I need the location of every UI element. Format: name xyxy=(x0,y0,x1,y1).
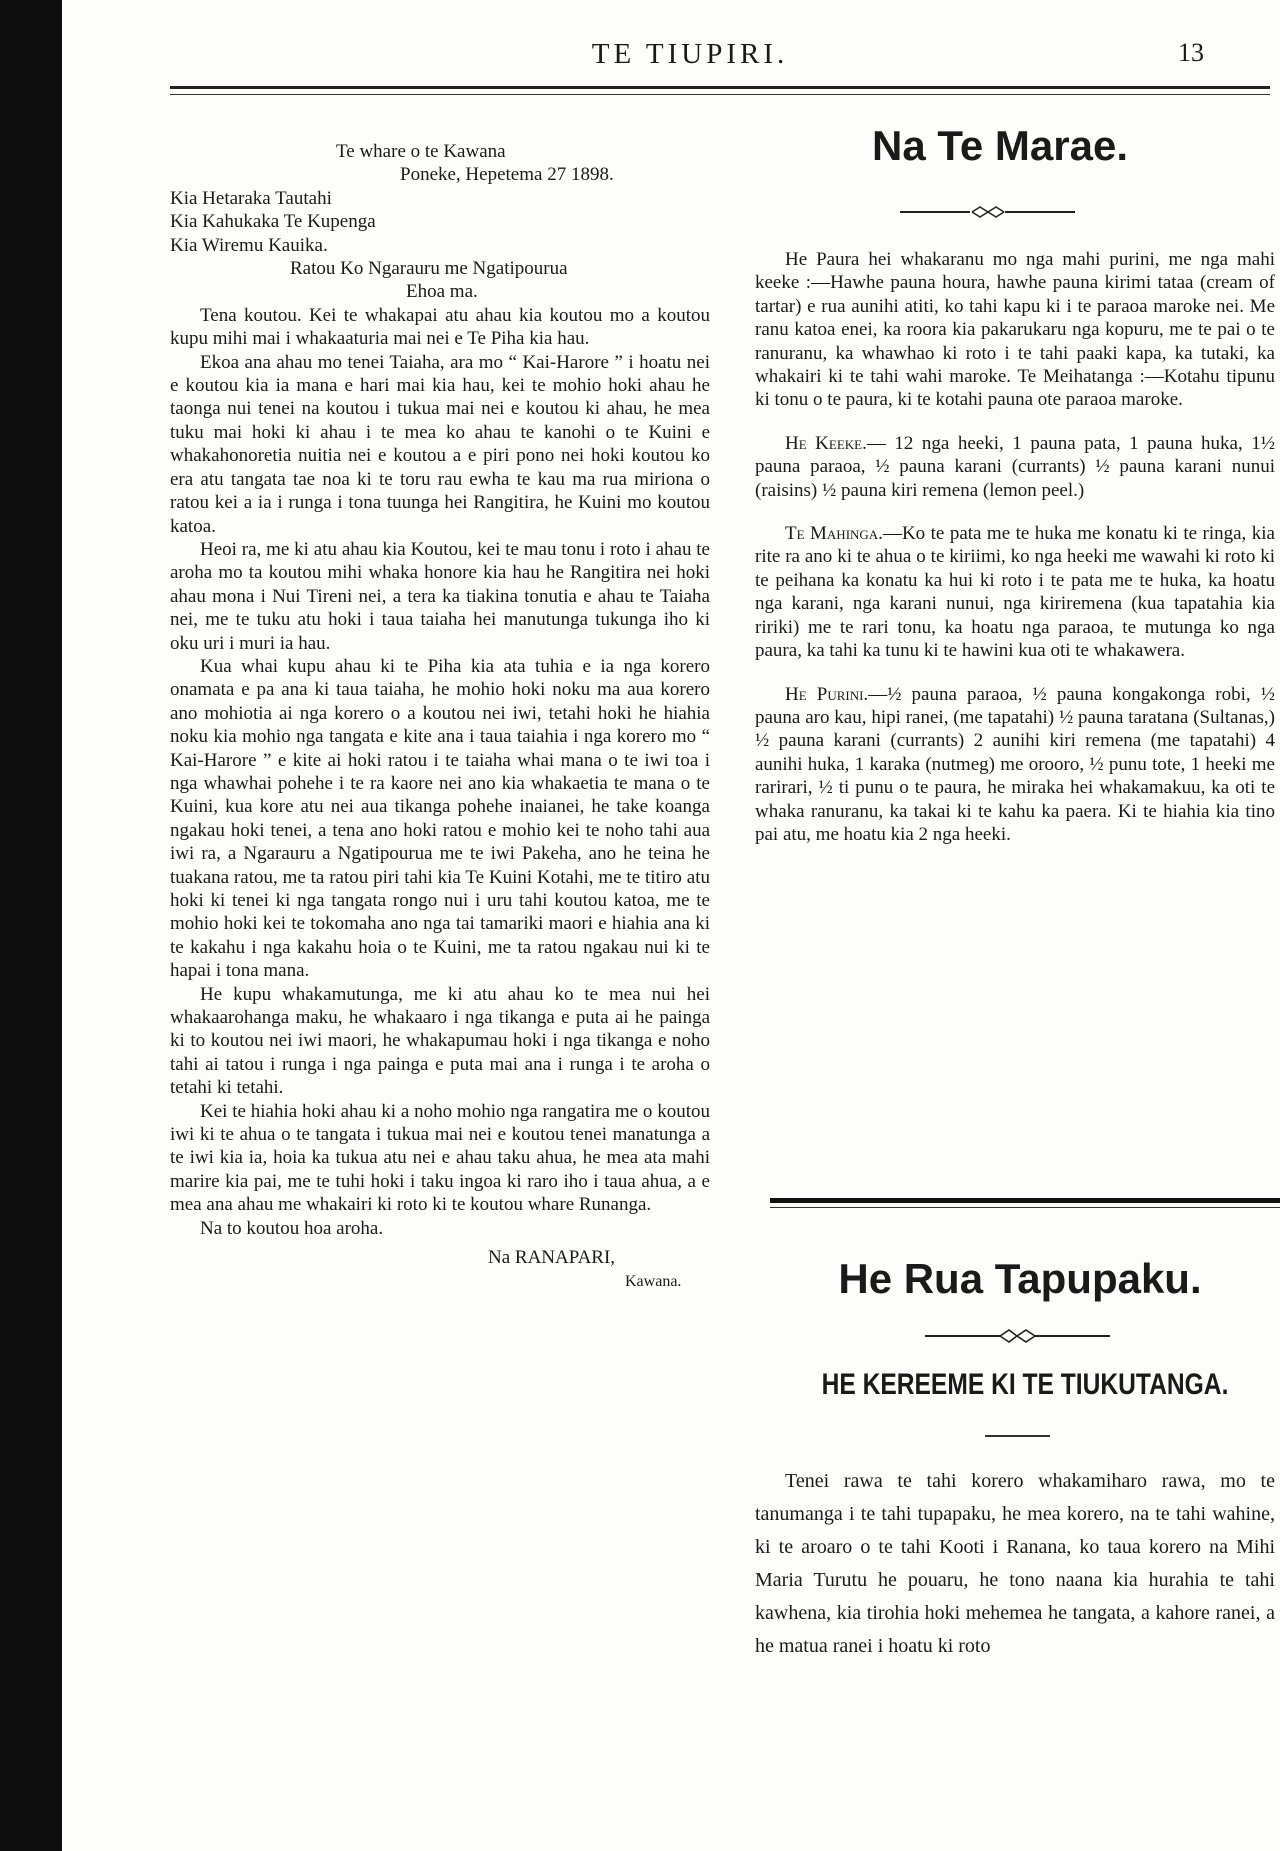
letter-recipient: Kia Kahukaka Te Kupenga xyxy=(170,211,376,233)
letter-paragraph: Kua whai kupu ahau ki te Piha kia ata tuhia e ia nga korero onamata e pa ana ki taua taiaha, he mohio hoki noku ma aua korero ano mohiotia ai nga korero o a koutou nei iwi, tetahi hoki he hiahia noku kia mohio nga tangata e kite ana i taua taiahia i nga korero mo “ Kai-Harore ” e kite ai hoki ratou i te taiaha whai mana o te iwi toa i nga whawhai pohehe i te ra kaore nei ano kia whakaetia te mana o te Kuini, kua kore atu nei aua tikanga pohehe inaianei, he take koanga ngakau hoki tenei, a tena ano hoki ratou e mohio kei te noho tahi aua iwi ra, a Ngarauru a Ngatipourua me te iwi Pakeha, ano he teina he tuakana ratou, me ta ratou piri tahi kia Te Kuini Kotahi, me te titiro atu hoki ki tenei ki nga tangata rongo nui i uru tahi koutou katoa, me te mohio hoki kei te tokomaha ano nga tai tamariki maori e hiahia ana ki te kakahu i nga kakahu hoia o te Kuini, me ta ratou ngakau nui ki te hapai i tona mana. xyxy=(170,655,710,982)
rua-section-title: He Rua Tapupaku. xyxy=(838,1255,1202,1302)
newspaper-title: TE TIUPIRI. xyxy=(591,38,789,70)
recipe-keeke xyxy=(755,432,1275,502)
letter-paragraph: Tena koutou. Kei te whakapai atu ahau kia koutou mo a koutou kupu mihi mai i whakaaturia mai nei e Te Piha kia hau. xyxy=(170,304,710,350)
recipe-heading: Te Mahinga. xyxy=(785,523,883,545)
letter-recipient: Kia Wiremu Kauika. xyxy=(170,234,328,256)
governor-letter xyxy=(170,140,710,1293)
letter-closing: Na to koutou hoa aroha. xyxy=(200,1217,384,1239)
header-rule xyxy=(170,86,1270,89)
page-number: 13 xyxy=(1178,38,1204,67)
rua-section-body xyxy=(755,1465,1275,1663)
letter-address-line2: Poneke, Hepetema 27 1898. xyxy=(400,164,614,186)
letter-signature-title: Kawana. xyxy=(625,1272,682,1290)
rua-subtitle: HE KEREEME KI TE TIUKUTANGA. xyxy=(821,1368,1229,1401)
recipe-heading: He Purini. xyxy=(785,683,869,705)
rua-text: Tenei rawa te tahi korero whakamiharo rawa, mo te tanumanga i te tahi tupapaku, he mea korero, na te tahi wahine, ki te aroaro o te tahi Kooti i Ranana, ko taua korero na Mihi Maria Turutu he pouaru, he tono naana kia hurahia te tahi kawhena, kia tirohia hoki mehemea he tangata, a kahore ranei, a he matua ranei i hoatu ki roto xyxy=(755,1470,1275,1657)
section-rule-thin xyxy=(770,1207,1280,1208)
letter-paragraph: Ekoa ana ahau mo tenei Taiaha, ara mo “ Kai-Harore ” i hoatu nei e koutou kia ia mana e hari mai kia hau, kei te mohio hoki ahau he taonga nui tenei na koutou i tukua mai nei e koutou ki ahau, he mea tuku mai hoki ki ahau i te mea ko ahau te kanohi o te Kuini e whakahonoretia nuitia nei e koutou a e piri pono nei hoki koutou ko era atu tangata tae noa ki te toru rau ewha te kau ma rua miriona o ratou kei a ia i runga i tona tuunga hei Rangitira, he Kuini mo koutou katoa. xyxy=(170,351,710,537)
marae-section-body xyxy=(755,248,1275,846)
short-rule xyxy=(985,1435,1050,1437)
letter-greeting: Ehoa ma. xyxy=(406,281,478,303)
marae-section-title: Na Te Marae. xyxy=(872,122,1128,169)
recipe-mahinga xyxy=(755,522,1275,662)
ornament-divider-icon xyxy=(925,1328,1110,1344)
page-binding-edge xyxy=(0,0,62,1851)
letter-paragraph: Kei te hiahia hoki ahau ki a noho mohio nga rangatira me o koutou iwi ki te ahua o te tangata i tukua mai nei e koutou tenei manatunga a te iwi kia ia, hoia ka tukua atu nei e ahau taku ahua, he mea ata mahi marire kia pai, me te tuhi hoki i taku ingoa ki raro iho i taua ahua, a e mea ana ahau me whakairi ki roto ki te koutou whare Runanga. xyxy=(170,1100,710,1216)
recipe-text: —Ko te pata me te huka me konatu ki te ringa, kia rite ra ano ki te ahua o te kiriimi, ko nga heeki me wawahi ki roto ki te peihana ka konatu ka hui ki roto i te pata me te huka, ka hoatu nga karani, nga karani nunui, nga kiriremena (kua tapatahia kia ririki) me te rari tonu, ka hoatu nga paraoa, te mutunga ko nga paura, ka tahi ka tunu ki te hawini kua oti te whakawera. xyxy=(755,523,1275,662)
header-rule-thin xyxy=(170,94,1270,95)
recipe-text: —½ pauna paraoa, ½ pauna kongakonga robi, ½ pauna aro kau, hipi ranei, (me tapatahi) ½ pauna taratana (Sultanas,) ½ pauna karani (currants) 2 aunihi kiri remena (me tapatahi) 4 aunihi huka, 1 karaka (nutmeg) me orooro, ½ punu tote, 1 heeki me rarirari, ½ ti punu o te paura, he miraka hei whakamakuu, ka oti te whaka ranuranu, ka takai ki te kahu ka paera. Ki te hiahia kia tino pai atu, me hoatu kia 2 nga heeki. xyxy=(755,683,1275,845)
letter-salute-line: Ratou Ko Ngarauru me Ngatipourua xyxy=(290,258,568,280)
recipe-purini xyxy=(755,683,1275,847)
letter-address-line1: Te whare o te Kawana xyxy=(336,141,506,162)
section-rule xyxy=(770,1198,1280,1203)
marae-intro: He Paura hei whakaranu mo nga mahi purini, me nga mahi keeke :—Hawhe pauna houra, hawhe pauna kirimi tataa (cream of tartar) e rua aunihi atiti, ko tahi kapu ki i te paraoa maroke nei. Me ranu katoa enei, ka roora kia pakarukaru nga kopuru, me te pai o te ranuranu, ka whawhao ki roto i te tahi paaki kapa, ka tutaki, ka whakairi ki te tahi wahi maroke. Te Meihatanga :—Kotahu tipunu ki tonu o te paura, ki te kotahi pauna ote paraoa maroke. xyxy=(755,249,1275,411)
letter-recipient: Kia Hetaraka Tautahi xyxy=(170,187,332,209)
recipe-heading: He Keeke. xyxy=(785,432,867,454)
ornament-divider-icon xyxy=(900,205,1075,219)
letter-paragraph: He kupu whakamutunga, me ki atu ahau ko te mea nui hei whakaarohanga maku, he whakaaro i nga tikanga e puta ai he painga ki to koutou nei iwi maori, he whakapumau hoki i nga tikanga e noho tahi ai tatou i runga i nga painga e puta mai ana i runga i te aroha o tetahi ki tetahi. xyxy=(170,983,710,1099)
letter-paragraph: Heoi ra, me ki atu ahau kia Koutou, kei te mau tonu i roto i ahau te aroha mo ta koutou mihi whaka honore kia hau he Rangitira nei hoki ahau mona i Nui Tireni nei, a tera ka tiakina tonutia e ahau te Taiaha nei, me te tuku atu hoki i taua taiaha hei manutunga tukunga iho ki oku uri i muri ia hau. xyxy=(170,538,710,654)
recipe-text: — 12 nga heeki, 1 pauna pata, 1 pauna huka, 1½ pauna paraoa, ½ pauna karani (currants) ½ pauna karani nunui (raisins) ½ pauna kiri remena (lemon peel.) xyxy=(755,432,1275,501)
letter-signature: Na RANAPARI, xyxy=(488,1247,616,1269)
